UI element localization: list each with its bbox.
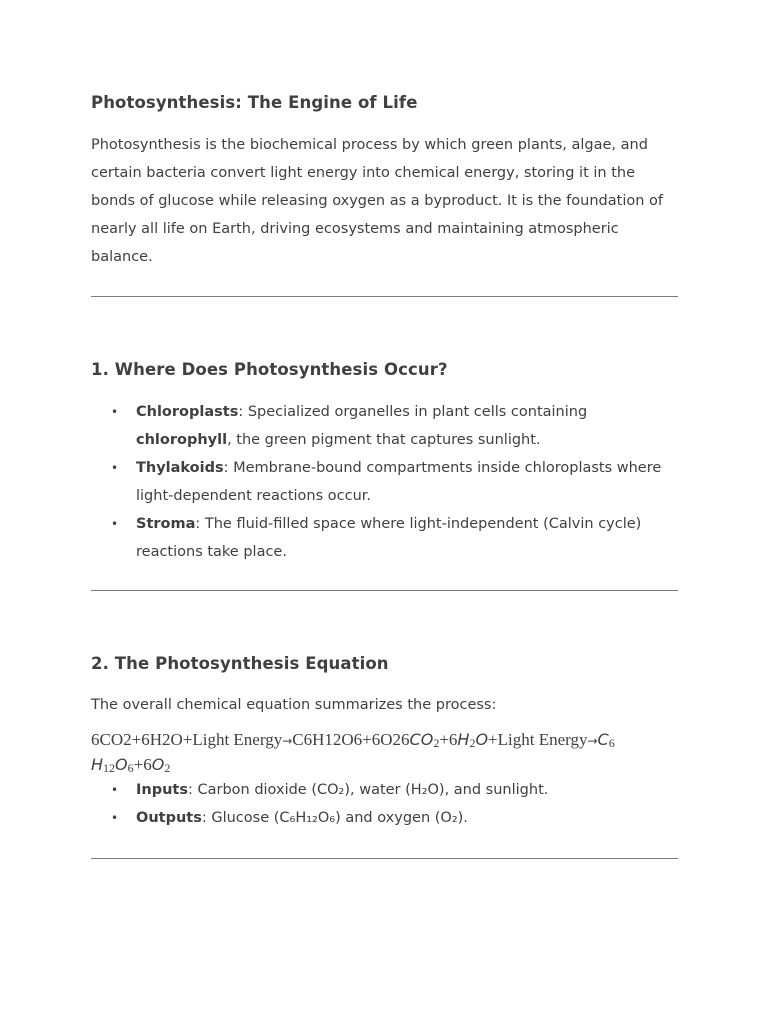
list-item xyxy=(91,510,678,566)
location-list xyxy=(91,398,678,566)
chemical-equation xyxy=(91,729,678,779)
equation-symbol: CO xyxy=(409,730,434,749)
bullet: • xyxy=(111,783,119,797)
divider xyxy=(91,858,678,859)
bullet: • xyxy=(111,461,119,475)
equation-symbol: O xyxy=(151,755,165,774)
bullet: • xyxy=(111,811,119,825)
intro-paragraph: Photosynthesis is the biochemical process by which green plants, algae, and certain bacteria convert light energy into chemical energy, storing it in the bonds of glucose while releasing oxygen as a byproduct. It is the foundation of nearly all life on Earth, driving ecosystems and maintaining atmospheric balance. xyxy=(91,137,663,265)
arrow-icon: → xyxy=(282,734,293,748)
equation-subscript: 2 xyxy=(433,736,440,750)
equation-symbol: O xyxy=(475,730,489,749)
divider xyxy=(91,296,678,297)
definition-text: : The fluid-filled space where light-independent (Calvin cycle) reactions take place. xyxy=(136,516,642,560)
equation-light-energy: +Light Energy xyxy=(488,730,588,749)
list-item xyxy=(91,776,678,804)
equation-coefficient: 6 xyxy=(401,730,410,749)
list-item xyxy=(91,454,678,510)
term-outputs: Outputs xyxy=(136,810,202,826)
equation-intro: The overall chemical equation summarizes the process: xyxy=(91,697,497,713)
term-chloroplasts: Chloroplasts xyxy=(136,404,239,420)
equation-symbol: O xyxy=(115,755,128,774)
equation-plus: +6 xyxy=(439,730,458,749)
equation-plus: +6 xyxy=(133,755,152,774)
equation-subscript: 2 xyxy=(469,736,476,750)
definition-text: : Glucose (C₆H₁₂O₆) and oxygen (O₂). xyxy=(201,810,468,826)
definition-text: , the green pigment that captures sunlight. xyxy=(227,432,541,448)
equation-subscript: 6 xyxy=(608,736,615,750)
equation-symbol: C xyxy=(597,730,609,749)
definition-text: : Specialized organelles in plant cells containing xyxy=(238,404,588,420)
equation-symbol: H xyxy=(91,755,104,774)
equation-raw-right: C6H12O6+6O2 xyxy=(292,730,402,749)
term-chlorophyll: chlorophyll xyxy=(136,432,228,448)
term-thylakoids: Thylakoids xyxy=(136,460,224,476)
list-item xyxy=(91,804,678,832)
bullet: • xyxy=(111,517,119,531)
definition-text: : Carbon dioxide (CO₂), water (H₂O), and sunlight. xyxy=(187,782,549,798)
term-stroma: Stroma xyxy=(136,516,196,532)
divider xyxy=(91,590,678,591)
page-title: Photosynthesis: The Engine of Life xyxy=(91,93,418,112)
equation-subscript: 2 xyxy=(164,761,171,775)
section-heading-equation: 2. The Photosynthesis Equation xyxy=(91,654,389,673)
equation-subscript: 12 xyxy=(103,761,116,775)
definition-text: : Membrane-bound compartments inside chloroplasts where light-dependent reactions occur. xyxy=(136,460,662,504)
equation-subscript: 6 xyxy=(127,761,134,775)
equation-raw-left: 6CO2+6H2O+Light Energy xyxy=(91,730,283,749)
arrow-icon: → xyxy=(587,734,598,748)
section-heading-location: 1. Where Does Photosynthesis Occur? xyxy=(91,360,448,379)
term-inputs: Inputs xyxy=(136,782,188,798)
equation-summary-list xyxy=(91,776,678,832)
bullet: • xyxy=(111,405,119,419)
equation-symbol: H xyxy=(457,730,470,749)
list-item xyxy=(91,398,678,454)
